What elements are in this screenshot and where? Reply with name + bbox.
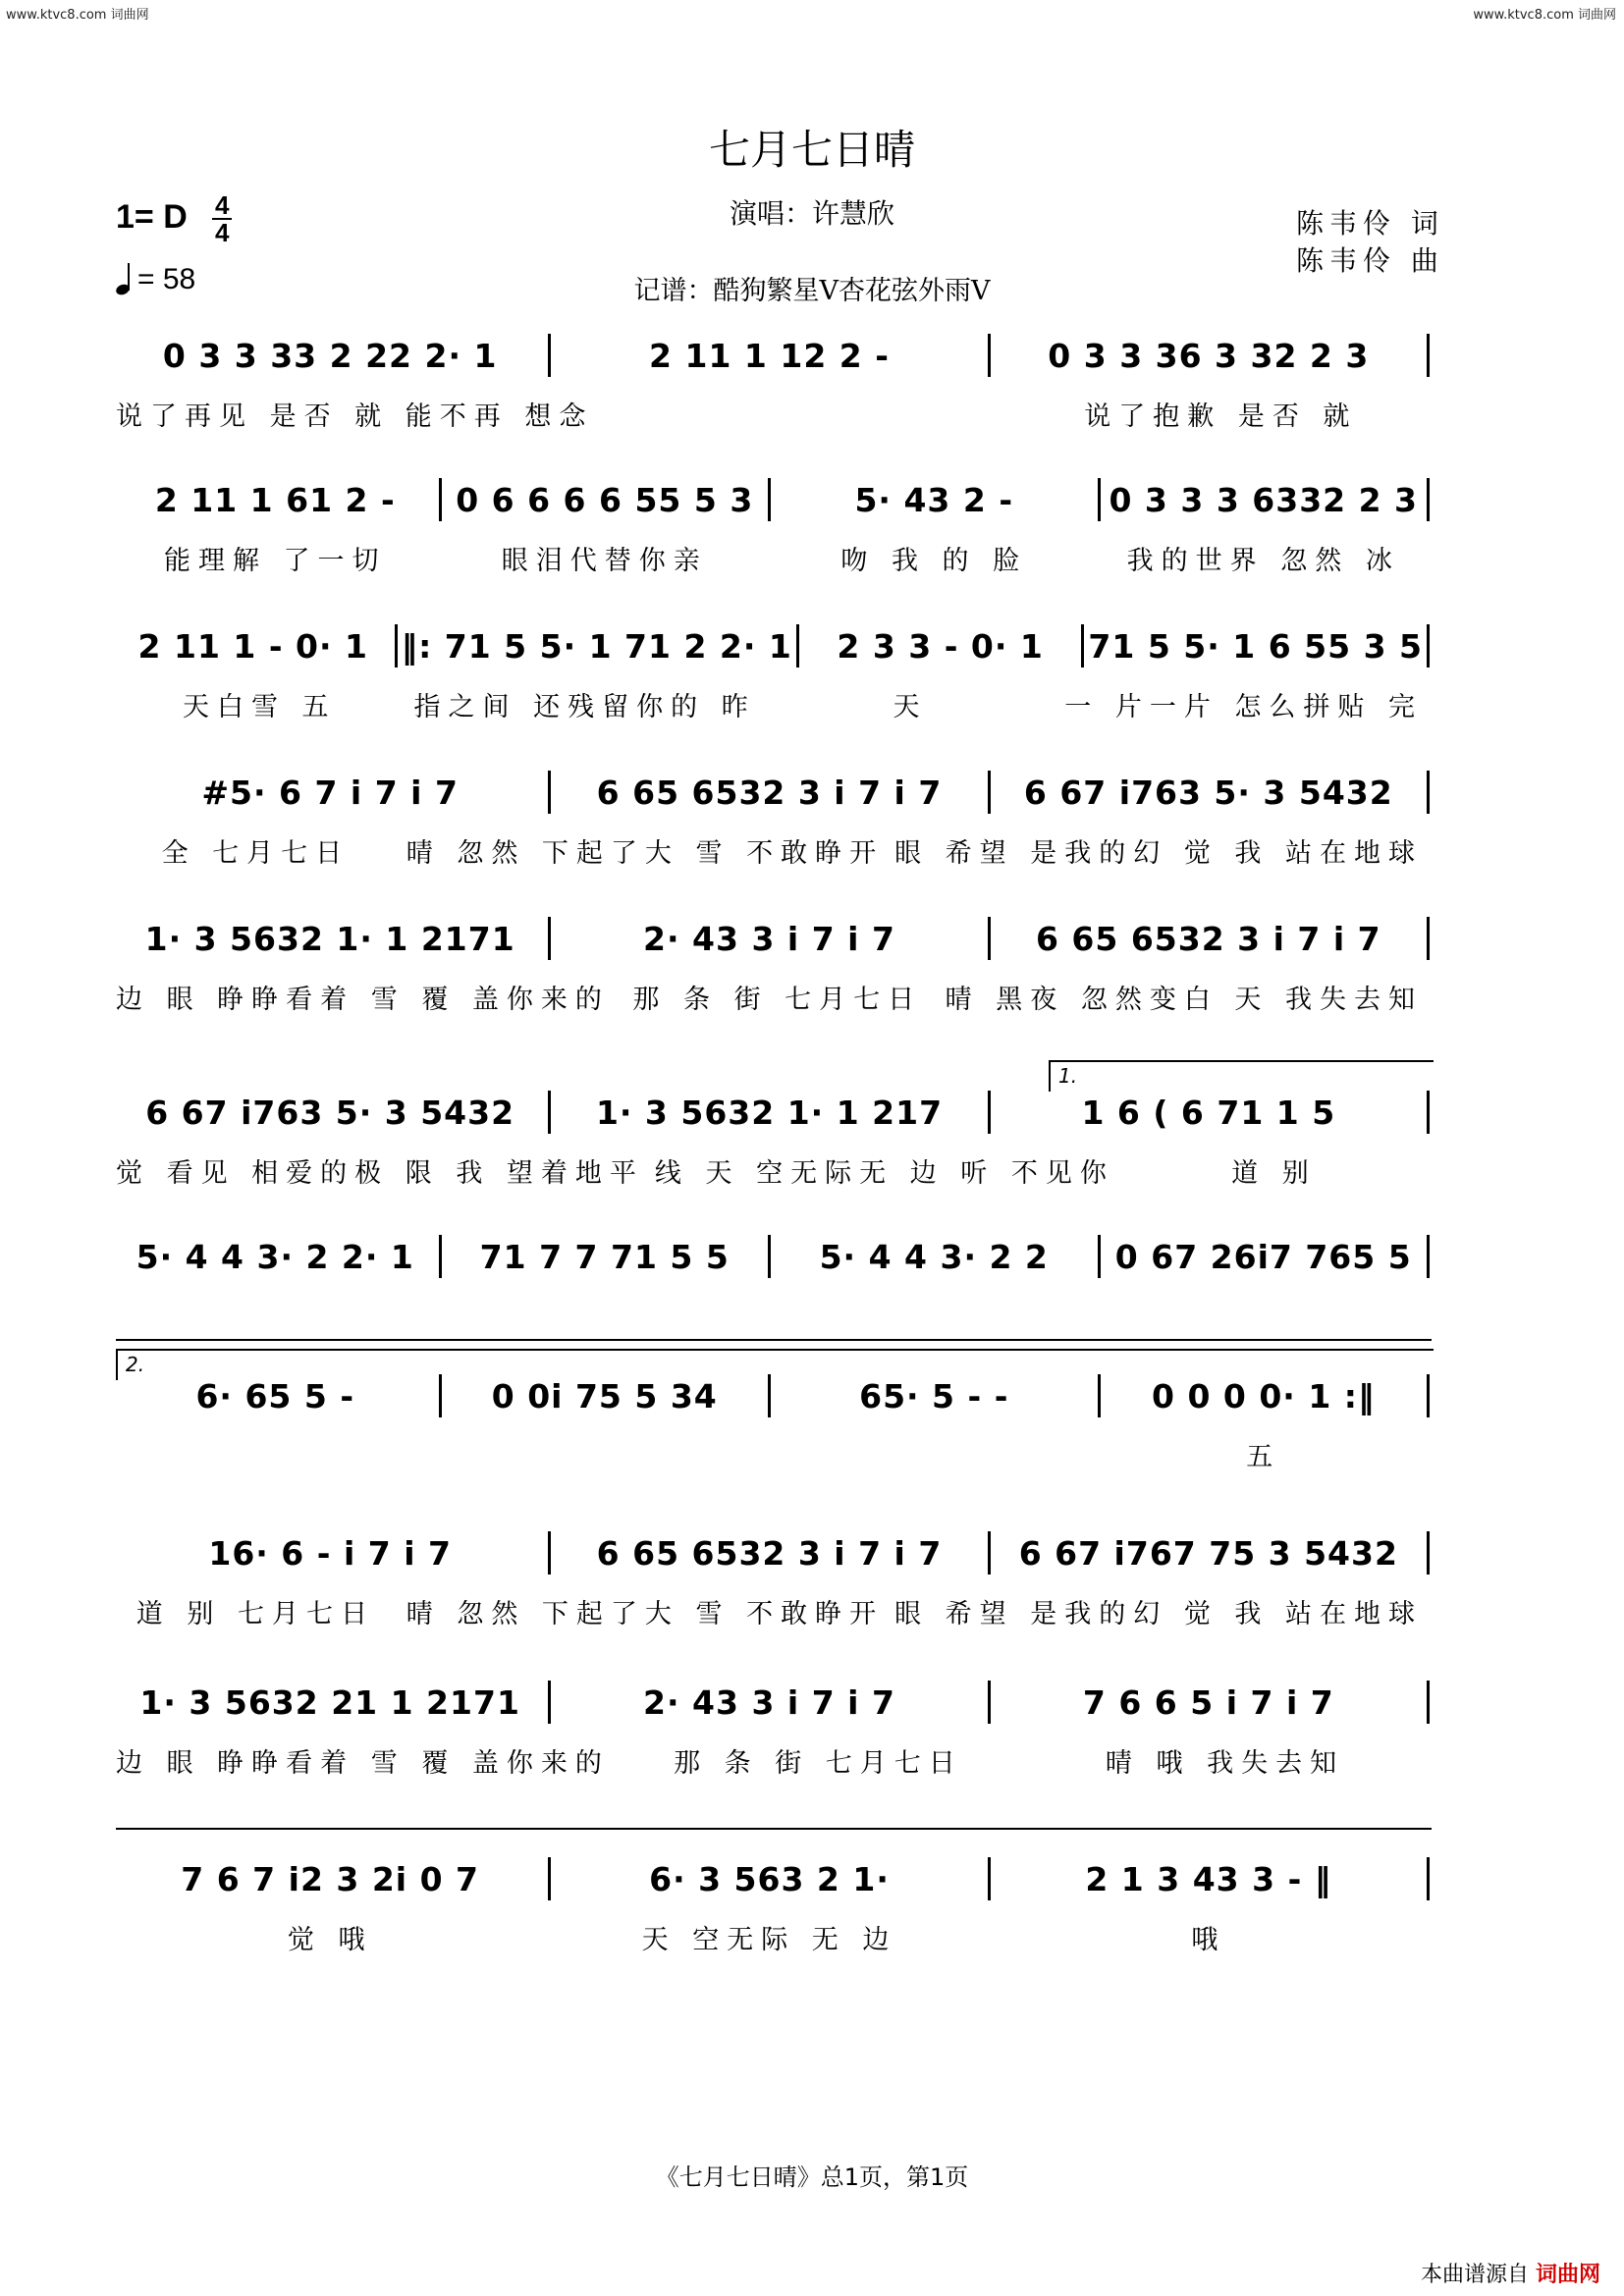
barline [1427,1235,1430,1278]
measure: 7 6 6 5 i 7 i 7 [1082,1682,1334,1722]
measure: #5· 6 7 i 7 i 7 [201,773,459,812]
bracket-line-2 [116,1828,1432,1830]
lyric-segment: 道 别 [1231,1158,1317,1189]
measure: 6· 65 5 - [195,1376,355,1415]
score-system [116,1681,1434,1789]
score-system [116,771,1434,879]
notation-row [116,1374,1434,1417]
lyrics-row [116,1918,1434,1956]
barline [1427,1531,1430,1575]
barline [548,1857,551,1900]
measure: 2 3 3 - 0· 1 [837,626,1044,666]
barline [1427,1857,1430,1900]
measure: 65· 5 - - [859,1376,1009,1415]
measure: 6· 3 563 2 1· [649,1859,890,1898]
watermark-right: www.ktvc8.com 词曲网 [1473,8,1616,23]
measure: 71 7 7 71 5 5 [479,1237,730,1276]
measure: 5· 4 4 3· 2 2 [819,1237,1049,1276]
measure: 0 3 3 33 2 22 2· 1 [162,336,498,375]
notation-row [116,1857,1434,1900]
lyric-segment: 天白雪 五 [182,692,337,722]
lyric-segment: 线 天 空无际无 边 听 不见你 [654,1158,1114,1189]
measure: 6 65 6532 3 i 7 i 7 [1035,919,1381,958]
barline [1427,917,1430,960]
lyric-segment: 眼 希望 是我的幻 觉 我 站在地球 [894,838,1423,869]
score-system [116,624,1434,732]
barline [988,1091,991,1134]
notation-row [116,1091,1434,1134]
barline [1427,1681,1430,1724]
barline [768,478,771,521]
barline [439,1235,442,1278]
lyric-segment: 那 条 街 七月七日 [674,1748,963,1779]
lyric-segment: 五 [1246,1442,1281,1472]
lyrics-row [116,685,1434,723]
barline [1098,1374,1101,1417]
measure: 2 1 3 43 3 - ‖ [1085,1859,1332,1898]
barline [548,1531,551,1575]
lyrics-row [116,978,1434,1016]
lyric-segment: 能理解 了一切 [163,546,387,576]
barline [395,624,398,667]
volta-first-label: 1. [1058,1064,1078,1088]
measure: 0 0 0 0· 1 :‖ [1152,1376,1376,1415]
lyric-segment: 天 [893,692,928,722]
source-prefix: 本曲谱源自 [1420,2263,1529,2287]
notation-row [116,771,1434,814]
barline [988,771,991,814]
measure: 7 6 7 i2 3 2i 0 7 [181,1859,480,1898]
measure: 6 67 i767 75 3 5432 [1018,1533,1398,1573]
lyrics-row [116,1151,1434,1190]
time-numerator: 4 [214,190,230,220]
score-system [116,1374,1434,1482]
barline [768,1235,771,1278]
volta-first-ending [1049,1060,1434,1092]
barline [548,917,551,960]
measure: 6 65 6532 3 i 7 i 7 [596,1533,943,1573]
key-label: 1= D [116,197,188,236]
notation-row [116,1235,1434,1278]
score-system [116,917,1434,1025]
barline [1427,478,1430,521]
measure: 1· 3 5632 1· 1 2171 [144,919,515,958]
barline [988,1681,991,1724]
time-denominator: 4 [214,218,230,247]
lyric-segment: 晴 忽然 下起了大 雪 不敢睁开 [406,1599,885,1629]
measure: 2 11 1 61 2 - [154,480,396,519]
measure: 5· 4 4 3· 2 2· 1 [135,1237,414,1276]
barline [1081,624,1084,667]
lyric-segment: 眼泪代替你亲 [501,546,708,576]
lyric-segment: 指之间 还残留你的 昨 [413,692,756,722]
lyric-segment: 眼 希望 是我的幻 觉 我 站在地球 [894,1599,1423,1629]
measure: 2· 43 3 i 7 i 7 [643,919,895,958]
lyricist-credit: 陈韦伶 词 [1296,207,1444,240]
lyric-segment: 哦 [1191,1925,1226,1955]
transcriber-credit: 记谱：酷狗繁星V杏花弦外雨V [633,276,991,306]
barline [988,1531,991,1575]
lyric-segment: 晴 哦 我失去知 [1105,1748,1345,1779]
measure: ‖: 71 5 5· 1 71 2 2· 1 [401,626,792,666]
notation-row [116,917,1434,960]
singer: 演唱：许慧欣 [729,197,894,230]
barline [439,1374,442,1417]
score-system [116,1235,1434,1343]
barline [1427,334,1430,377]
barline [548,1091,551,1134]
lyric-segment: 那 条 街 七月七日 [632,985,923,1015]
song-title: 七月七日晴 [708,126,915,174]
volta-second-label: 2. [126,1353,145,1376]
lyric-segment: 吻 我 的 脸 [840,546,1028,576]
measure: 5· 43 2 - [854,480,1014,519]
score-system [116,1857,1434,1965]
barline [1098,1235,1101,1278]
barline [548,1681,551,1724]
measure: 2· 43 3 i 7 i 7 [643,1682,895,1722]
lyrics-row [116,539,1434,577]
measure: 0 3 3 3 6332 2 3 [1109,480,1419,519]
lyric-segment [446,1435,765,1473]
watermark-left: www.ktvc8.com 词曲网 [6,8,149,23]
barline [988,917,991,960]
lyric-segment: 说了再见 是否 就 能不再 想念 [116,401,594,432]
lyric-segment: 道 别 七月七日 [135,1599,375,1629]
lyric-segment: 天 空无际 无 边 [641,1925,897,1955]
lyric-segment: 边 眼 睁睁看着 雪 覆 盖你来的 [116,985,610,1015]
lyric-segment: 觉 看见 相爱的极 限 我 望着地平 [116,1158,644,1189]
measure: 0 0i 75 5 34 [491,1376,718,1415]
source-credit [1421,2258,1600,2288]
lyrics-row [116,831,1434,870]
lyric-segment: 边 眼 睁睁看着 雪 覆 盖你来的 [116,1748,610,1779]
measure: 1· 3 5632 1· 1 217 [595,1093,944,1132]
barline [1427,1374,1430,1417]
score-system [116,478,1434,586]
measure: 0 6 6 6 6 55 5 3 [456,480,754,519]
barline [796,624,799,667]
barline [548,771,551,814]
score-system [116,1531,1434,1639]
lyrics-row [116,395,1434,433]
barline [1098,478,1101,521]
barline [1427,1091,1430,1134]
lyric-segment: 晴 忽然 下起了大 雪 不敢睁开 [406,838,885,869]
lyric-segment: 晴 黑夜 忽然变白 天 我失去知 [945,985,1423,1015]
measure: 2 11 1 - 0· 1 [137,626,368,666]
barline [768,1374,771,1417]
lyrics-row [116,1592,1434,1630]
composer-credit: 陈韦伶 曲 [1296,244,1444,277]
barline [439,478,442,521]
measure: 6 67 i763 5· 3 5432 [145,1093,515,1132]
score-system [116,1091,1434,1199]
measure: 16· 6 - i 7 i 7 [208,1533,452,1573]
barline [988,334,991,377]
lyrics-row [116,1435,1434,1473]
measure: 1 6 ( 6 71 1 5 [1081,1093,1336,1132]
measure: 2 11 1 12 2 - [649,336,890,375]
measure: 0 67 26i7 765 5 [1114,1237,1412,1276]
score-system [116,334,1434,442]
barline [988,1857,991,1900]
barline [1427,624,1430,667]
notation-row [116,334,1434,377]
source-brand: 词曲网 [1535,2263,1600,2287]
lyric-segment: 我的世界 忽然 冰 [1126,546,1400,576]
lyric-segment: 觉 哦 [287,1925,373,1955]
lyric-segment: 全 七月七日 [161,838,351,869]
measure: 71 5 5· 1 6 55 3 5 [1088,626,1423,666]
lyric-segment [604,395,1007,433]
barline [1427,771,1430,814]
lyric-segment [116,1435,435,1473]
lyric-segment: 说了抱歉 是否 就 [1084,401,1358,432]
notation-row [116,478,1434,521]
lyric-segment: 一 片一片 怎么拼贴 完 [1064,692,1424,722]
lyric-segment [775,1435,1094,1473]
notation-row [116,624,1434,667]
measure: 1· 3 5632 21 1 2171 [139,1682,520,1722]
notation-row [116,1681,1434,1724]
notation-row [116,1531,1434,1575]
tempo-value: = 58 [137,263,196,295]
page-footer: 《七月七日晴》总1页，第1页 [655,2163,969,2191]
measure: 6 67 i763 5· 3 5432 [1023,773,1393,812]
measure: 0 3 3 36 3 32 2 3 [1048,336,1370,375]
barline [548,334,551,377]
measure: 6 65 6532 3 i 7 i 7 [596,773,943,812]
lyrics-row [116,1741,1434,1780]
